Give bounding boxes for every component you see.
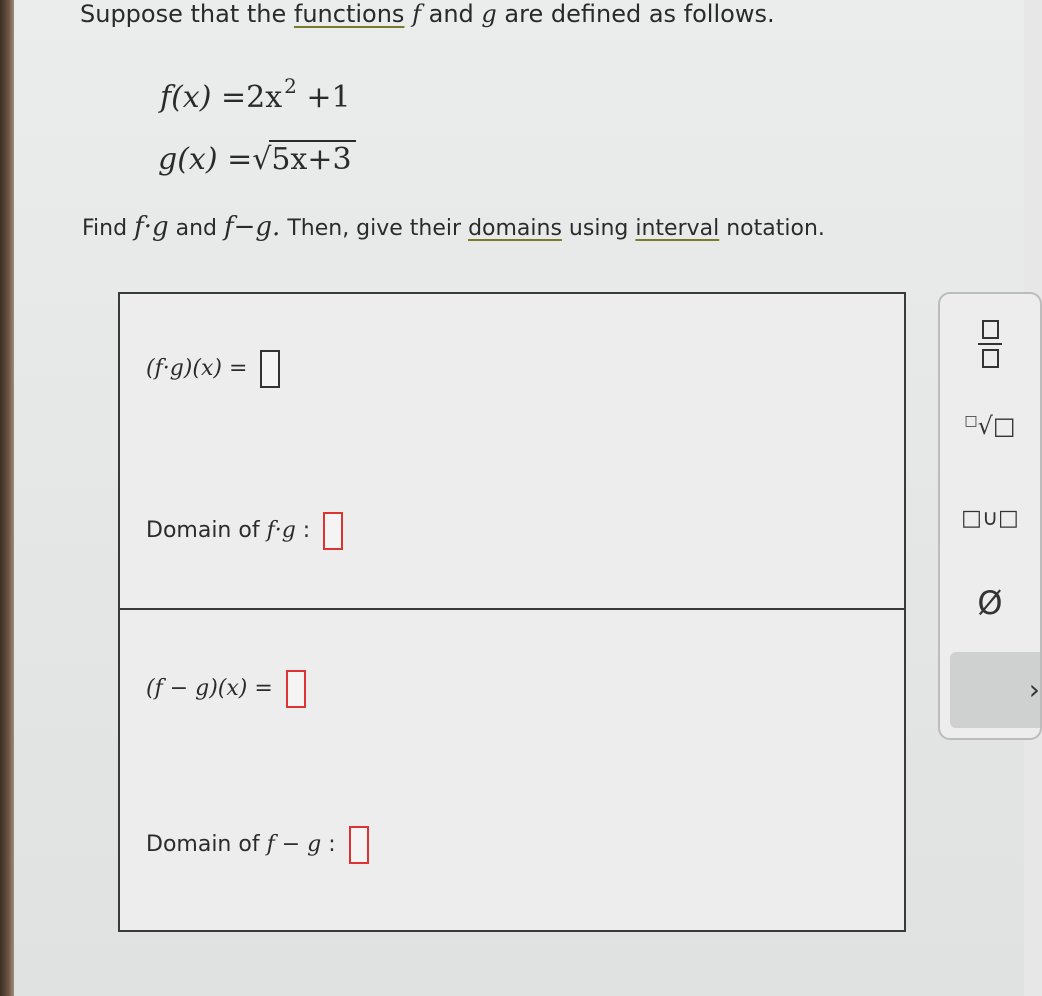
product-row	[146, 350, 280, 388]
fraction-button[interactable]	[940, 320, 1040, 368]
domain-product-input[interactable]	[323, 512, 343, 550]
math-toolbar	[938, 292, 1042, 740]
next-tool-button[interactable]	[950, 652, 1040, 728]
domain-product-label: Domain of	[146, 518, 260, 543]
f-minus-g-expr: f−g.	[224, 212, 281, 242]
answer-divider	[120, 608, 904, 610]
domain-difference-input[interactable]	[349, 826, 369, 864]
radical-icon: √	[252, 142, 272, 177]
f-lhs: f(x)	[160, 80, 212, 115]
find-text: Find	[82, 216, 128, 241]
product-label: (f·g)(x) =	[146, 356, 248, 381]
f-exponent: 2	[284, 74, 297, 98]
and-text: and	[428, 0, 474, 28]
f-rhs-main: =2x	[220, 80, 283, 115]
domain-product-colon: :	[302, 518, 311, 543]
difference-row	[146, 670, 306, 708]
fraction-bar-icon	[978, 343, 1002, 345]
domain-product-expr: f·g	[266, 518, 296, 543]
g-lhs: g(x)	[158, 142, 218, 177]
domain-product-row	[146, 512, 343, 550]
empty-set-button[interactable]	[940, 584, 1040, 622]
notation-text: notation.	[726, 216, 825, 241]
and-text-2: and	[175, 216, 217, 241]
functions-link[interactable]: functions	[293, 0, 405, 28]
instruction	[82, 212, 825, 242]
f-symbol: f	[412, 0, 421, 28]
then-text: Then, give their	[287, 216, 462, 241]
difference-label: (f − g)(x) =	[146, 676, 273, 701]
domains-link[interactable]: domains	[468, 216, 562, 241]
root-icon: √□	[977, 412, 1016, 440]
union-icon: □∪□	[961, 506, 1019, 531]
chevron-right-icon: ›	[1028, 673, 1040, 706]
left-edge-shadow	[0, 0, 14, 996]
empty-set-icon: Ø	[977, 584, 1003, 622]
difference-answer-input[interactable]	[286, 670, 306, 708]
product-answer-input[interactable]	[260, 350, 280, 388]
g-radicand: 5x+3	[269, 140, 355, 177]
nth-root-button[interactable]	[940, 412, 1040, 440]
fg-expr: f·g	[134, 212, 169, 242]
using-text: using	[568, 216, 629, 241]
domain-difference-label: Domain of	[146, 832, 260, 857]
interval-link[interactable]: interval	[635, 216, 720, 241]
g-equals: =	[227, 142, 253, 177]
domain-difference-colon: :	[328, 832, 336, 857]
intro-tail: are defined as follows.	[504, 0, 775, 28]
problem-statement	[80, 0, 775, 28]
f-rhs-tail: +1	[306, 80, 351, 115]
answer-panel	[118, 292, 906, 932]
g-definition	[158, 140, 356, 177]
g-symbol: g	[481, 0, 497, 28]
domain-difference-row	[146, 826, 369, 864]
fraction-denominator-icon	[982, 349, 999, 368]
fraction-numerator-icon	[982, 320, 999, 339]
root-index-icon: □	[964, 413, 978, 429]
f-definition	[160, 74, 351, 115]
intro-text: Suppose that the	[80, 0, 294, 28]
union-button[interactable]	[940, 506, 1040, 531]
domain-difference-expr: f − g	[266, 832, 322, 857]
